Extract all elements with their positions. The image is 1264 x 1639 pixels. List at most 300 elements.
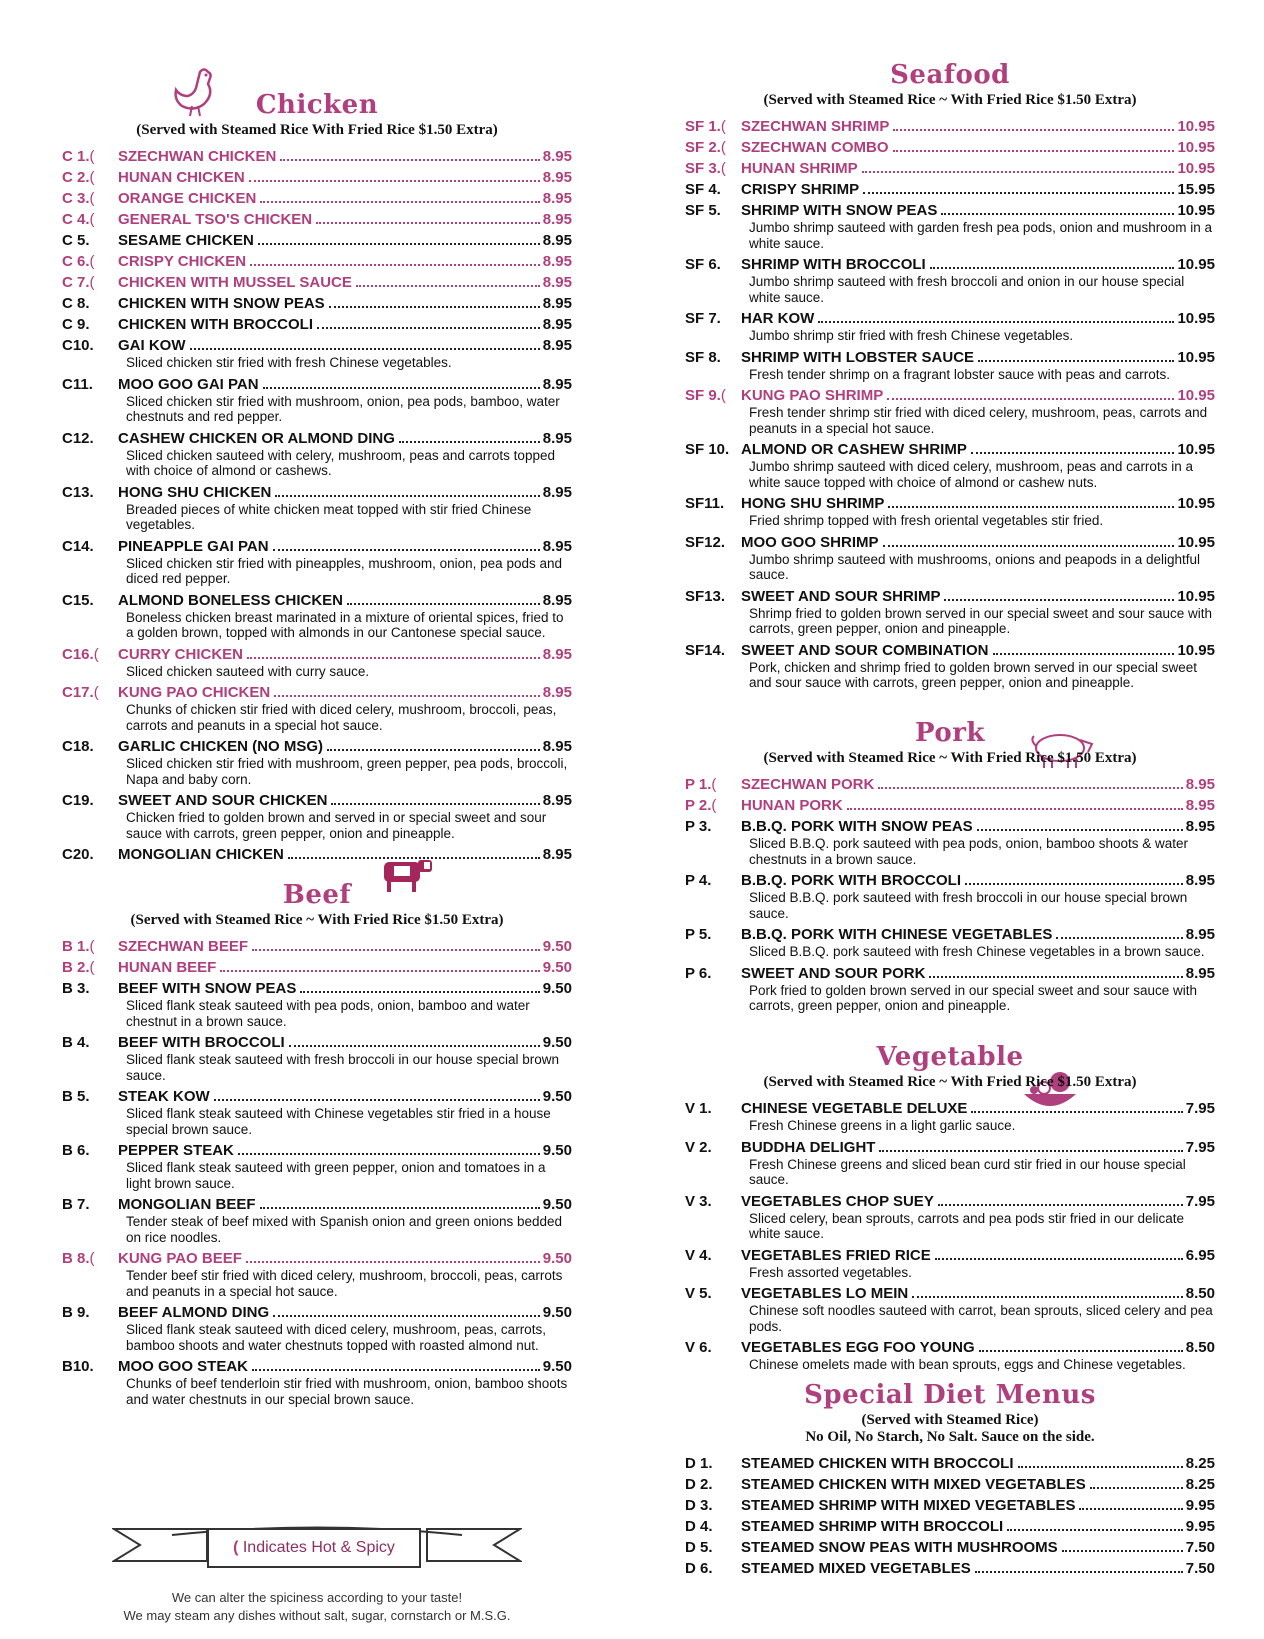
menu-item — [685, 1454, 1215, 1473]
item-line — [118, 537, 572, 556]
item-line — [741, 309, 1215, 328]
menu-item — [62, 231, 572, 250]
dot-leader — [1079, 1508, 1182, 1510]
item-code — [62, 1357, 118, 1409]
item-line — [741, 1138, 1215, 1157]
item-code-label: B 3. — [62, 980, 90, 997]
dot-leader — [300, 991, 539, 993]
item-code — [62, 645, 118, 682]
item-body — [741, 1192, 1215, 1244]
item-code — [685, 1246, 741, 1283]
item-name: SHRIMP WITH LOBSTER SAUCE — [741, 348, 975, 366]
item-body — [118, 1357, 572, 1409]
dot-leader — [944, 599, 1174, 601]
dot-leader — [289, 1045, 540, 1047]
item-code — [685, 871, 741, 923]
item-code-label: B 2. — [62, 959, 90, 976]
item-code — [685, 796, 741, 815]
dot-leader — [1007, 1529, 1183, 1531]
menu-item — [62, 1249, 572, 1301]
item-price: 8.95 — [542, 792, 572, 809]
item-description: Chicken fried to golden brown and served in or special sweet and sour sauce with carrots, green pepper, onion and pineapple. — [126, 810, 547, 841]
menu-item — [685, 138, 1215, 157]
item-body — [741, 494, 1215, 531]
item-name: VEGETABLES CHOP SUEY — [741, 1192, 934, 1210]
item-code — [62, 429, 118, 481]
item-body — [741, 796, 1215, 815]
item-code-label: C14. — [62, 537, 94, 555]
item-line — [741, 587, 1215, 606]
item-name: GARLIC CHICKEN (NO MSG) — [118, 738, 323, 755]
item-description: Tender beef stir fried with diced celery, mushroom, broccoli, peas, carrots and peanuts in a special hot sauce. — [126, 1268, 563, 1299]
item-description: Sliced B.B.Q. pork sauteed with fresh Chinese vegetables in a brown sauce. — [749, 944, 1205, 959]
dot-leader — [280, 159, 539, 161]
item-name: HUNAN BEEF — [118, 959, 217, 976]
item-code — [62, 1141, 118, 1193]
menu-item — [62, 683, 572, 735]
menu-item — [62, 645, 572, 682]
item-code — [62, 1033, 118, 1085]
menu-item — [685, 1559, 1215, 1578]
item-description: Sliced flank steak sauteed with green pepper, onion and tomatoes in a light brown sauce. — [126, 1160, 546, 1191]
menu-item — [62, 1303, 572, 1355]
item-code-label: C 2. — [62, 169, 90, 186]
item-description: Sliced chicken sauteed with celery, mushroom, peas and carrots topped with choice of almond or cashews. — [126, 447, 555, 478]
item-code-label: B 6. — [62, 1142, 90, 1159]
item-name: MOO GOO SHRIMP — [741, 533, 879, 551]
dot-leader — [347, 603, 540, 605]
item-code-label: P 3. — [685, 818, 712, 835]
item-line — [741, 1475, 1215, 1494]
item-body — [118, 1141, 572, 1193]
menu-item — [62, 168, 572, 187]
item-line — [741, 641, 1215, 660]
item-name: ALMOND BONELESS CHICKEN — [118, 591, 344, 609]
dot-leader — [929, 976, 1182, 978]
item-body — [741, 1559, 1215, 1578]
chili-pepper-icon: ( — [720, 160, 726, 177]
menu-item — [685, 817, 1215, 869]
dot-leader — [847, 808, 1183, 810]
item-body — [741, 1138, 1215, 1190]
menu-item — [685, 1138, 1215, 1190]
menu-item — [62, 737, 572, 789]
item-price: 9.50 — [542, 1196, 572, 1213]
item-body — [118, 168, 572, 187]
item-line — [741, 117, 1215, 136]
dot-leader — [979, 1350, 1183, 1352]
item-code-label: V 6. — [685, 1339, 712, 1356]
item-code-label: C16. — [62, 645, 94, 663]
menu-item — [62, 791, 572, 843]
dot-leader — [238, 1153, 540, 1155]
item-price: 7.95 — [1185, 1100, 1215, 1117]
item-line — [118, 1303, 572, 1322]
item-name: STEAMED SNOW PEAS WITH MUSHROOMS — [741, 1539, 1058, 1556]
menu-item — [685, 117, 1215, 136]
item-price: 7.50 — [1185, 1560, 1215, 1577]
dot-leader — [263, 387, 540, 389]
item-code — [62, 958, 118, 977]
item-name: B.B.Q. PORK WITH SNOW PEAS — [741, 818, 973, 835]
menu-item — [685, 1496, 1215, 1515]
item-name: HAR KOW — [741, 310, 815, 327]
dot-leader — [249, 180, 540, 182]
item-code — [685, 159, 741, 178]
item-line — [118, 1249, 572, 1268]
item-code-label: D 1. — [685, 1455, 713, 1472]
dot-leader — [978, 360, 1174, 362]
chili-pepper-icon: ( — [89, 253, 95, 270]
item-name: STEAK KOW — [118, 1088, 210, 1105]
dot-leader — [935, 1258, 1183, 1260]
item-code — [62, 231, 118, 250]
item-code — [685, 255, 741, 307]
item-price: 9.95 — [1185, 1518, 1215, 1535]
item-code-label: B 8. — [62, 1250, 90, 1267]
item-line — [118, 210, 572, 229]
chili-pepper-icon: ( — [93, 645, 99, 663]
item-price: 8.95 — [542, 295, 572, 312]
item-code — [62, 1087, 118, 1139]
item-price: 8.95 — [542, 645, 572, 663]
dot-leader — [317, 327, 540, 329]
item-line — [741, 533, 1215, 552]
item-code-label: C 4. — [62, 211, 90, 228]
item-name: STEAMED MIXED VEGETABLES — [741, 1560, 971, 1577]
item-price: 9.50 — [542, 959, 572, 976]
item-description: Chinese soft noodles sauteed with carrot, bean sprouts, sliced celery and pea pods. — [749, 1303, 1213, 1334]
item-name: CURRY CHICKEN — [118, 645, 244, 663]
item-name: SWEET AND SOUR PORK — [741, 964, 926, 982]
chili-pepper-icon: ( — [711, 797, 717, 814]
item-body — [118, 273, 572, 292]
item-code-label: C17. — [62, 684, 94, 701]
item-code — [62, 294, 118, 313]
diet-section — [685, 1380, 1215, 1580]
item-line — [741, 964, 1215, 983]
item-code — [62, 591, 118, 643]
chili-pepper-icon: ( — [89, 148, 95, 165]
item-code-label: D 5. — [685, 1539, 713, 1556]
item-code — [685, 641, 741, 693]
item-code — [685, 201, 741, 253]
item-name: MOO GOO STEAK — [118, 1358, 249, 1375]
item-price: 8.95 — [542, 591, 572, 609]
item-line — [741, 1538, 1215, 1557]
item-body — [741, 533, 1215, 585]
item-price: 10.95 — [1177, 387, 1215, 404]
item-price: 10.95 — [1177, 256, 1215, 273]
item-name: SWEET AND SOUR CHICKEN — [118, 792, 328, 809]
item-body — [118, 189, 572, 208]
menu-item — [685, 964, 1215, 1016]
item-body — [118, 737, 572, 789]
item-line — [741, 255, 1215, 274]
item-code-label: C13. — [62, 483, 94, 501]
item-code — [62, 483, 118, 535]
item-body — [741, 1538, 1215, 1557]
item-name: GAI KOW — [118, 337, 186, 354]
item-code — [685, 348, 741, 385]
item-code-label: P 1. — [685, 776, 712, 793]
item-code — [685, 1284, 741, 1336]
menu-item — [62, 845, 572, 864]
dot-leader — [965, 883, 1183, 885]
item-description: Pork fried to golden brown served in our special sweet and sour sauce with carrots, green pepper, onion and pineapple. — [749, 982, 1197, 1013]
item-name: MOO GOO GAI PAN — [118, 375, 259, 393]
dot-leader — [818, 321, 1174, 323]
item-body — [118, 791, 572, 843]
dot-leader — [273, 1315, 540, 1317]
item-line — [741, 796, 1215, 815]
item-name: SWEET AND SOUR COMBINATION — [741, 641, 989, 659]
item-price: 8.95 — [542, 429, 572, 447]
item-code-label: V 1. — [685, 1100, 712, 1117]
menu-item — [685, 201, 1215, 253]
item-body — [741, 1338, 1215, 1375]
menu-item — [62, 537, 572, 589]
item-body — [118, 294, 572, 313]
item-description: Sliced celery, bean sprouts, carrots and pea pods stir fried in our delicate white sauce. — [749, 1210, 1184, 1241]
item-code — [62, 937, 118, 956]
item-line — [118, 252, 572, 271]
item-body — [118, 958, 572, 977]
item-code-label: C11. — [62, 375, 93, 393]
chili-pepper-icon: ( — [233, 1539, 239, 1556]
item-code — [685, 180, 741, 199]
item-description: Sliced chicken stir fried with pineapples, mushroom, onion, pea pods and diced red pepper. — [126, 555, 562, 586]
item-code — [685, 494, 741, 531]
item-line — [741, 1099, 1215, 1118]
menu-item — [685, 1338, 1215, 1375]
item-description: Jumbo shrimp sauteed with fresh broccoli and onion in our house special white sauce. — [749, 274, 1185, 305]
menu-item — [685, 1284, 1215, 1336]
menu-item — [62, 375, 572, 427]
item-code — [685, 117, 741, 136]
item-code — [685, 775, 741, 794]
item-price: 8.95 — [542, 232, 572, 249]
item-code-label: V 4. — [685, 1246, 712, 1264]
dot-leader — [971, 1111, 1182, 1113]
item-line — [118, 937, 572, 956]
item-body — [118, 591, 572, 643]
dot-leader — [977, 829, 1183, 831]
item-name: STEAMED CHICKEN WITH BROCCOLI — [741, 1455, 1014, 1472]
dot-leader — [273, 549, 540, 551]
menu-item — [685, 871, 1215, 923]
dot-leader — [1018, 1466, 1183, 1468]
item-line — [741, 386, 1215, 405]
item-description: Boneless chicken breast marinated in a mixture of oriental spices, fried to a golden brown, topped with almonds in our Cantonese special sauce. — [126, 609, 564, 640]
item-line — [741, 1338, 1215, 1357]
menu-item — [685, 348, 1215, 385]
chicken-section — [62, 90, 572, 866]
item-code — [685, 138, 741, 157]
item-code-label: C15. — [62, 591, 94, 609]
item-body — [118, 683, 572, 735]
item-code-label: P 5. — [685, 926, 712, 943]
item-body — [118, 429, 572, 481]
item-price: 8.95 — [542, 274, 572, 291]
seafood-subtitle: (Served with Steamed Rice ~ With Fried Rice $1.50 Extra) — [763, 92, 1137, 108]
dot-leader — [878, 787, 1182, 789]
chili-pepper-icon: ( — [720, 118, 726, 135]
item-body — [118, 1033, 572, 1085]
item-description: Fresh tender shrimp stir fried with diced celery, mushroom, peas, carrots and peanuts in a special hot sauce. — [749, 405, 1208, 436]
item-body — [118, 210, 572, 229]
item-price: 10.95 — [1177, 310, 1215, 327]
item-code — [685, 1496, 741, 1515]
item-code — [62, 791, 118, 843]
item-description: Sliced flank steak sauteed with Chinese vegetables stir fried in a house special brown sauce. — [126, 1106, 551, 1137]
beef-subtitle: (Served with Steamed Rice ~ With Fried Rice $1.50 Extra) — [130, 912, 504, 928]
item-price: 8.25 — [1185, 1476, 1215, 1493]
item-name: BEEF WITH BROCCOLI — [118, 1034, 285, 1051]
pork-list — [685, 775, 1215, 1016]
item-price: 8.95 — [542, 375, 572, 393]
item-body — [741, 1454, 1215, 1473]
item-code — [62, 210, 118, 229]
item-code — [62, 273, 118, 292]
vegetable-title: Vegetable — [876, 1042, 1024, 1072]
item-line — [741, 1517, 1215, 1536]
item-name: STEAMED SHRIMP WITH MIXED VEGETABLES — [741, 1497, 1076, 1514]
item-price: 9.50 — [542, 938, 572, 955]
item-description: Sliced B.B.Q. pork sauteed with fresh broccoli in our house special brown sauce. — [749, 890, 1188, 921]
menu-item — [62, 1141, 572, 1193]
item-body — [741, 201, 1215, 253]
item-code — [62, 979, 118, 1031]
item-code-label: C 8. — [62, 295, 90, 312]
item-name: VEGETABLES LO MEIN — [741, 1285, 909, 1302]
legend-label: Indicates Hot & Spicy — [242, 1539, 395, 1556]
dot-leader — [327, 749, 540, 751]
item-code — [62, 1249, 118, 1301]
menu-item — [685, 159, 1215, 178]
item-line — [118, 429, 572, 448]
menu-item — [62, 1087, 572, 1139]
item-description: Sliced flank steak sauteed with pea pods, onion, bamboo and water chestnut in a brown sauce. — [126, 998, 530, 1029]
dot-leader — [356, 285, 540, 287]
item-price: 9.95 — [1185, 1497, 1215, 1514]
pork-title: Pork — [915, 718, 985, 748]
item-code-label: SF 1. — [685, 118, 721, 135]
item-code-label: C 3. — [62, 190, 90, 207]
item-price: 8.95 — [1185, 776, 1215, 793]
item-code-label: SF 10. — [685, 441, 730, 458]
beef-title: Beef — [282, 880, 352, 910]
item-price: 9.50 — [542, 1142, 572, 1159]
item-description: Sliced chicken stir fried with fresh Chinese vegetables. — [126, 355, 452, 370]
item-body — [741, 775, 1215, 794]
chili-pepper-icon: ( — [720, 139, 726, 156]
item-name: B.B.Q. PORK WITH CHINESE VEGETABLES — [741, 926, 1053, 943]
chili-pepper-icon: ( — [89, 274, 95, 291]
item-price: 8.95 — [542, 537, 572, 555]
dot-leader — [879, 1150, 1182, 1152]
item-code — [685, 964, 741, 1016]
item-line — [118, 483, 572, 502]
menu-item — [685, 587, 1215, 639]
item-line — [741, 201, 1215, 220]
item-description: Sliced chicken stir fried with mushroom, green pepper, pea pods, broccoli, Napa and baby corn. — [126, 756, 568, 787]
item-body — [741, 117, 1215, 136]
item-code — [685, 817, 741, 869]
item-code-label: B 9. — [62, 1304, 90, 1321]
item-description: Fresh tender shrimp on a fragrant lobster sauce with peas and carrots. — [749, 366, 1170, 382]
dot-leader — [1062, 1550, 1183, 1552]
item-code — [62, 737, 118, 789]
chili-pepper-icon: ( — [89, 169, 95, 186]
item-line — [118, 189, 572, 208]
item-name: CHINESE VEGETABLE DELUXE — [741, 1100, 968, 1117]
item-description: Tender steak of beef mixed with Spanish onion and green onions bedded on rice noodles. — [126, 1214, 563, 1245]
item-body — [741, 1246, 1215, 1283]
item-description: Fresh Chinese greens in a light garlic sauce. — [749, 1118, 1016, 1133]
item-price: 9.50 — [542, 1250, 572, 1267]
item-line — [741, 1246, 1215, 1265]
item-body — [741, 180, 1215, 199]
item-name: ALMOND OR CASHEW SHRIMP — [741, 441, 967, 458]
dot-leader — [246, 1261, 540, 1263]
vegetable-subtitle: (Served with Steamed Rice ~ With Fried Rice $1.50 Extra) — [763, 1074, 1137, 1090]
item-code-label: SF12. — [685, 533, 726, 551]
item-line — [741, 1496, 1215, 1515]
chili-pepper-icon: ( — [89, 190, 95, 207]
item-code-label: P 2. — [685, 797, 712, 814]
item-body — [118, 1087, 572, 1139]
item-price: 9.50 — [542, 980, 572, 997]
item-body — [118, 1249, 572, 1301]
item-name: CRISPY SHRIMP — [741, 181, 860, 198]
chicken-list — [62, 147, 572, 864]
item-line — [741, 1192, 1215, 1211]
menu-item — [62, 958, 572, 977]
item-code-label: B 4. — [62, 1034, 90, 1051]
item-line — [118, 336, 572, 355]
item-price: 7.95 — [1185, 1192, 1215, 1210]
chili-pepper-icon: ( — [89, 959, 95, 976]
menu-item — [62, 189, 572, 208]
beef-section — [62, 880, 572, 1411]
item-body — [741, 440, 1215, 492]
item-name: HONG SHU CHICKEN — [118, 483, 272, 501]
menu-item — [685, 775, 1215, 794]
item-code — [685, 1559, 741, 1578]
item-code-label: C18. — [62, 738, 94, 755]
dot-leader — [893, 150, 1175, 152]
item-code-label: B10. — [62, 1358, 94, 1375]
item-name: MONGOLIAN BEEF — [118, 1196, 256, 1213]
item-body — [741, 817, 1215, 869]
item-price: 10.95 — [1177, 641, 1215, 659]
menu-item — [685, 1099, 1215, 1136]
item-price: 10.95 — [1177, 441, 1215, 458]
chili-pepper-icon: ( — [711, 776, 717, 793]
item-line — [741, 494, 1215, 513]
item-name: CASHEW CHICKEN OR ALMOND DING — [118, 429, 395, 447]
item-code-label: SF13. — [685, 587, 726, 605]
item-code — [685, 533, 741, 585]
menu-item — [62, 252, 572, 271]
item-body — [118, 979, 572, 1031]
dot-leader — [250, 264, 540, 266]
menu-item — [685, 1538, 1215, 1557]
item-line — [741, 440, 1215, 459]
menu-item — [62, 1033, 572, 1085]
dot-leader — [883, 545, 1175, 547]
